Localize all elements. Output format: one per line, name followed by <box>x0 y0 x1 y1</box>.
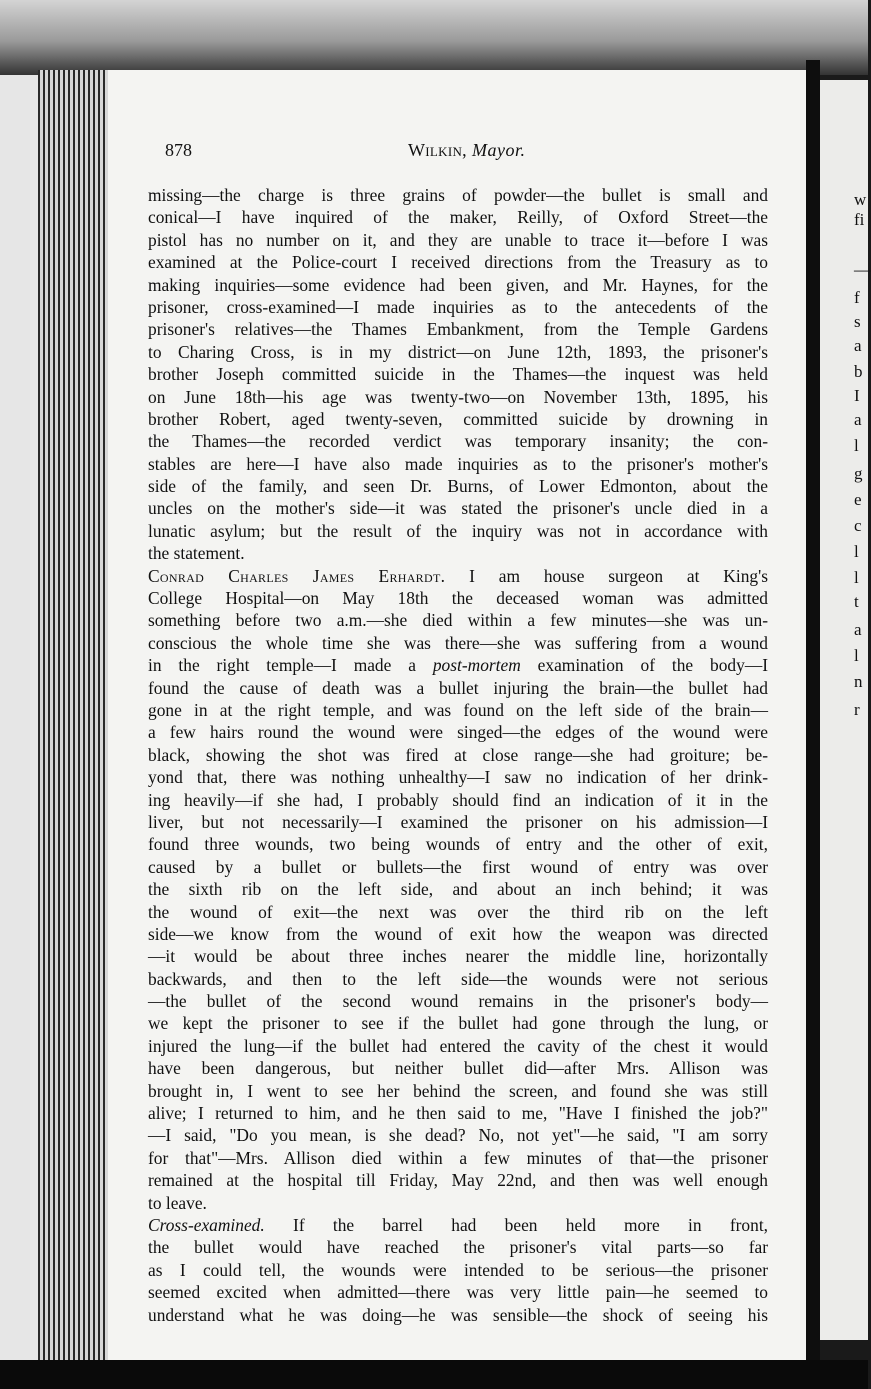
text-line <box>148 878 768 900</box>
text-line <box>148 677 768 699</box>
text-segment: If the barrel had been held more in front, <box>264 1214 768 1235</box>
text-segment: —the bullet of the second wound remains in the prisoner's body— <box>148 991 768 1012</box>
text-segment: to leave. <box>148 1192 207 1213</box>
text-segment: black, showing the shot was fired at close range—she had groiture; be- <box>148 744 768 765</box>
text-line <box>148 1169 768 1191</box>
text-line <box>148 475 768 497</box>
text-segment: understand what he was doing—he was sensible—the shock of seeing his <box>148 1304 768 1325</box>
text-segment: found three wounds, two being wounds of entry and the other of exit, <box>148 834 768 855</box>
text-segment: in the right temple—I made a <box>148 655 433 676</box>
text-line <box>148 789 768 811</box>
text-line <box>148 542 768 564</box>
facing-page-fragment: b <box>854 362 863 381</box>
facing-page-fragment: a <box>854 620 862 639</box>
text-segment: to Charing Cross, is in my district—on June 12th, 1893, the prisoner's <box>148 341 768 362</box>
text-segment: lunatic asylum; but the result of the inquiry was not in accordance with <box>148 520 768 541</box>
facing-page-fragment: e <box>854 490 862 509</box>
text-segment: seemed excited when admitted—there was very little pain—he seemed to <box>148 1282 768 1303</box>
text-line <box>148 296 768 318</box>
text-line <box>148 766 768 788</box>
text-segment: examination of the body—I <box>520 655 769 676</box>
running-head-name: Wilkin, <box>408 140 467 160</box>
facing-page-fragment: w <box>854 190 867 209</box>
text-segment: —it would be about three inches nearer the middle line, horizontally <box>148 946 768 967</box>
witness-name: Conrad Charles James Erhardt. <box>148 565 446 586</box>
text-segment: examined at the Police-court I received directions from the Treasury as to <box>148 252 768 273</box>
text-line <box>148 453 768 475</box>
running-head <box>408 140 525 161</box>
text-line <box>148 363 768 385</box>
text-line <box>148 341 768 363</box>
text-segment: the statement. <box>148 543 245 564</box>
text-line <box>148 318 768 340</box>
body-text <box>148 184 768 1326</box>
text-segment: have been dangerous, but neither bullet did—after Mrs. Allison was <box>148 1058 768 1079</box>
text-segment: stables are here—I have also made inquiries as to the prisoner's mother's <box>148 453 768 474</box>
text-segment: side of the family, and seen Dr. Burns, of Lower Edmonton, about the <box>148 476 768 497</box>
text-segment: brother Joseph committed suicide in the Thames—the inquest was held <box>148 364 768 385</box>
text-line <box>148 1259 768 1281</box>
text-line <box>148 565 768 587</box>
text-segment: for that"—Mrs. Allison died within a few minutes of that—the prisoner <box>148 1147 768 1168</box>
text-segment: the bullet would have reached the prisoner's vital parts—so far <box>148 1237 768 1258</box>
facing-page-fragment: s <box>854 312 861 331</box>
text-segment: on June 18th—his age was twenty-two—on November 13th, 1895, his <box>148 386 768 407</box>
text-segment: a few hairs round the wound were singed—the edges of the wound were <box>148 722 768 743</box>
running-head-title: Mayor. <box>471 140 526 160</box>
text-segment: the wound of exit—the next was over the third rib on the left <box>148 901 768 922</box>
text-segment: the Thames—the recorded verdict was temporary insanity; the con- <box>148 431 768 452</box>
text-segment: we kept the prisoner to see if the bullet had gone through the lung, or <box>148 1013 768 1034</box>
text-line <box>148 1192 768 1214</box>
text-line <box>148 497 768 519</box>
text-line <box>148 632 768 654</box>
text-line <box>148 274 768 296</box>
text-line <box>148 833 768 855</box>
text-segment: injured the lung—if the bullet had entered the cavity of the chest it would <box>148 1035 768 1056</box>
facing-page-fragment: n <box>854 672 863 691</box>
text-line <box>148 1012 768 1034</box>
text-segment: uncles on the mother's side—it was stated the prisoner's uncle died in a <box>148 498 768 519</box>
text-line <box>148 206 768 228</box>
facing-page-fragment: c <box>854 516 862 535</box>
scan-top-shadow <box>0 0 868 75</box>
facing-page-fragment: l <box>854 542 859 561</box>
book-gutter <box>806 60 820 1360</box>
text-line <box>148 1057 768 1079</box>
text-segment: backwards, and then to the left side—the wounds were not serious <box>148 968 768 989</box>
text-line <box>148 1236 768 1258</box>
text-line <box>148 386 768 408</box>
text-line <box>148 699 768 721</box>
text-segment: something before two a.m.—she died within a few minutes—she was un- <box>148 610 768 631</box>
text-segment: I am house surgeon at King's <box>445 565 768 586</box>
page-header <box>165 140 565 166</box>
facing-page-fragment: r <box>854 700 860 719</box>
text-line <box>148 1214 768 1236</box>
text-line <box>148 990 768 1012</box>
text-segment: —I said, "Do you mean, is she dead? No, not yet"—he said, "I am sorry <box>148 1125 768 1146</box>
text-line <box>148 520 768 542</box>
text-line <box>148 1304 768 1326</box>
text-segment: College Hospital—on May 18th the deceased woman was admitted <box>148 588 768 609</box>
text-segment: liver, but not necessarily—I examined the prisoner on his admission—I <box>148 811 768 832</box>
text-segment: remained at the hospital till Friday, May 22nd, and then was well enough <box>148 1170 768 1191</box>
text-segment: brother Robert, aged twenty-seven, committed suicide by drowning in <box>148 408 768 429</box>
text-segment: side—we know from the wound of exit how the weapon was directed <box>148 923 768 944</box>
text-line <box>148 251 768 273</box>
text-line <box>148 923 768 945</box>
text-line <box>148 587 768 609</box>
text-line <box>148 744 768 766</box>
facing-page-fragment: — <box>854 260 871 279</box>
facing-page-fragment: g <box>854 464 863 483</box>
text-segment: yond that, there was nothing unhealthy—I saw no indication of her drink- <box>148 767 768 788</box>
facing-page-fragment: fi <box>854 210 865 229</box>
text-segment: pistol has no number on it, and they are unable to trace it—before I was <box>148 229 768 250</box>
facing-page-fragment: l <box>854 646 859 665</box>
text-segment: alive; I returned to him, and he then said to me, "Have I finished the job?" <box>148 1103 768 1124</box>
text-line <box>148 408 768 430</box>
text-segment: as I could tell, the wounds were intended to be serious—the prisoner <box>148 1259 768 1280</box>
text-line <box>148 654 768 676</box>
text-line <box>148 229 768 251</box>
page-number: 878 <box>165 140 192 160</box>
text-segment: conical—I have inquired of the maker, Reilly, of Oxford Street—the <box>148 207 768 228</box>
book-page-edges <box>38 70 110 1360</box>
text-segment: prisoner, cross-examined—I made inquiries as to the antecedents of the <box>148 296 768 317</box>
scan-bottom-shadow <box>0 1360 868 1389</box>
text-line <box>148 721 768 743</box>
text-segment: gone in at the right temple, and was found on the left side of the brain— <box>148 699 768 720</box>
text-line <box>148 968 768 990</box>
text-segment: the sixth rib on the left side, and about an inch behind; it was <box>148 879 768 900</box>
text-line <box>148 1124 768 1146</box>
italic-term: post-mortem <box>432 655 521 676</box>
text-line <box>148 184 768 206</box>
text-line <box>148 856 768 878</box>
text-line <box>148 1080 768 1102</box>
facing-page-fragment: t <box>854 592 859 611</box>
text-line <box>148 430 768 452</box>
text-segment: ing heavily—if she had, I probably should find an indication of it in the <box>148 789 768 810</box>
text-segment: caused by a bullet or bullets—the first wound of entry was over <box>148 856 768 877</box>
italic-term: Cross-examined. <box>148 1214 265 1235</box>
text-line <box>148 609 768 631</box>
text-line <box>148 1102 768 1124</box>
facing-page-fragment: a <box>854 336 862 355</box>
text-line <box>148 901 768 923</box>
facing-page-edge <box>820 80 871 1340</box>
text-line <box>148 1035 768 1057</box>
text-segment: found the cause of death was a bullet injuring the brain—the bullet had <box>148 677 768 698</box>
text-line <box>148 945 768 967</box>
text-line <box>148 1281 768 1303</box>
facing-page-fragment: f <box>854 288 860 307</box>
text-line <box>148 1147 768 1169</box>
text-segment: prisoner's relatives—the Thames Embankment, from the Temple Gardens <box>148 319 768 340</box>
facing-page-fragment: a <box>854 410 862 429</box>
text-segment: missing—the charge is three grains of powder—the bullet is small and <box>148 185 768 205</box>
text-segment: making inquiries—some evidence had been given, and Mr. Haynes, for the <box>148 274 768 295</box>
text-line <box>148 811 768 833</box>
facing-page-fragment: l <box>854 568 859 587</box>
facing-page-fragment: I <box>854 386 860 405</box>
text-segment: brought in, I went to see her behind the screen, and found she was still <box>148 1080 768 1101</box>
scan-left-margin <box>0 75 38 1389</box>
facing-page-fragment: l <box>854 436 859 455</box>
text-segment: conscious the whole time she was there—she was suffering from a wound <box>148 632 768 653</box>
